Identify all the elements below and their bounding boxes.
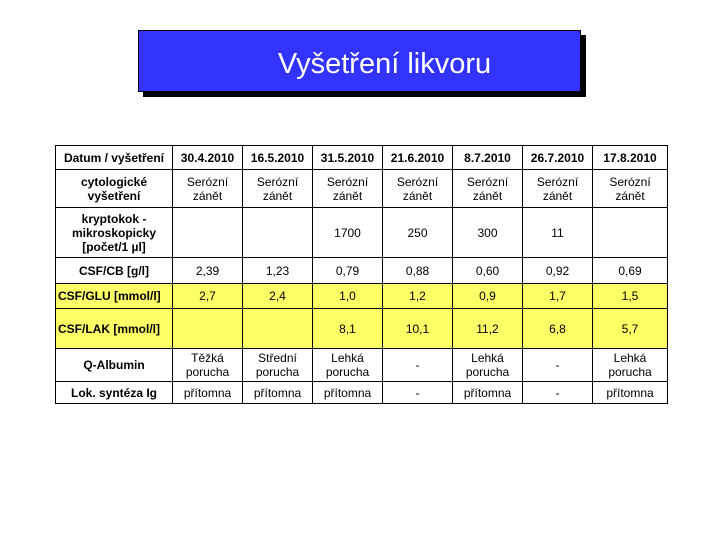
value-cell: Těžká porucha — [173, 349, 243, 382]
value-cell: - — [383, 382, 453, 404]
table-row — [56, 208, 668, 258]
value-cell: 2,7 — [173, 284, 243, 309]
value-cell: 8,1 — [313, 309, 383, 349]
row-label: cytologické vyšetření — [56, 170, 173, 208]
header-label: Datum / vyšetření — [56, 146, 173, 170]
page-title: Vyšetření likvoru — [277, 48, 492, 80]
value-cell: - — [523, 382, 593, 404]
row-label: CSF/CB [g/l] — [56, 258, 173, 284]
date-cell: 8.7.2010 — [453, 146, 523, 170]
table-row-highlighted — [56, 309, 668, 349]
value-cell: 1,23 — [243, 258, 313, 284]
date-cell: 21.6.2010 — [383, 146, 453, 170]
value-cell: 0,60 — [453, 258, 523, 284]
value-cell — [593, 208, 668, 258]
value-cell: přítomna — [313, 382, 383, 404]
value-cell: 250 — [383, 208, 453, 258]
value-cell: 2,4 — [243, 284, 313, 309]
date-cell: 16.5.2010 — [243, 146, 313, 170]
date-cell: 31.5.2010 — [313, 146, 383, 170]
value-cell: 5,7 — [593, 309, 668, 349]
table-row — [56, 258, 668, 284]
value-cell: 10,1 — [383, 309, 453, 349]
row-label: CSF/GLU [mmol/l] — [56, 284, 173, 309]
row-label: Lok. syntéza Ig — [56, 382, 173, 404]
value-cell: Serózní zánět — [523, 170, 593, 208]
date-cell: 26.7.2010 — [523, 146, 593, 170]
value-cell: - — [523, 349, 593, 382]
value-cell — [173, 309, 243, 349]
value-cell: přítomna — [593, 382, 668, 404]
table-row-highlighted — [56, 284, 668, 309]
value-cell: Serózní zánět — [173, 170, 243, 208]
value-cell: 0,88 — [383, 258, 453, 284]
table-row — [56, 382, 668, 404]
value-cell: 1,2 — [383, 284, 453, 309]
value-cell: 6,8 — [523, 309, 593, 349]
value-cell — [243, 309, 313, 349]
csf-results-table — [55, 145, 668, 404]
value-cell: 1,5 — [593, 284, 668, 309]
value-cell: 0,79 — [313, 258, 383, 284]
value-cell: 11,2 — [453, 309, 523, 349]
row-label: CSF/LAK [mmol/l] — [56, 309, 173, 349]
value-cell: 0,9 — [453, 284, 523, 309]
table-row — [56, 349, 668, 382]
date-cell: 17.8.2010 — [593, 146, 668, 170]
table-row — [56, 170, 668, 208]
table-header-row — [56, 146, 668, 170]
value-cell: 11 — [523, 208, 593, 258]
value-cell: 2,39 — [173, 258, 243, 284]
title-banner — [138, 30, 581, 92]
value-cell: přítomna — [243, 382, 313, 404]
value-cell: Střední porucha — [243, 349, 313, 382]
value-cell: 1700 — [313, 208, 383, 258]
value-cell: 1,0 — [313, 284, 383, 309]
value-cell: 0,92 — [523, 258, 593, 284]
value-cell — [173, 208, 243, 258]
value-cell: Serózní zánět — [593, 170, 668, 208]
value-cell: přítomna — [173, 382, 243, 404]
value-cell — [243, 208, 313, 258]
value-cell: Lehká porucha — [593, 349, 668, 382]
value-cell: Lehká porucha — [453, 349, 523, 382]
row-label: kryptokok - mikroskopicky [počet/1 µl] — [56, 208, 173, 258]
value-cell: přítomna — [453, 382, 523, 404]
value-cell: Lehká porucha — [313, 349, 383, 382]
row-label: Q-Albumin — [56, 349, 173, 382]
value-cell: Serózní zánět — [313, 170, 383, 208]
value-cell: 1,7 — [523, 284, 593, 309]
value-cell: Serózní zánět — [243, 170, 313, 208]
value-cell: 0,69 — [593, 258, 668, 284]
value-cell: Serózní zánět — [383, 170, 453, 208]
date-cell: 30.4.2010 — [173, 146, 243, 170]
value-cell: - — [383, 349, 453, 382]
value-cell: 300 — [453, 208, 523, 258]
value-cell: Serózní zánět — [453, 170, 523, 208]
